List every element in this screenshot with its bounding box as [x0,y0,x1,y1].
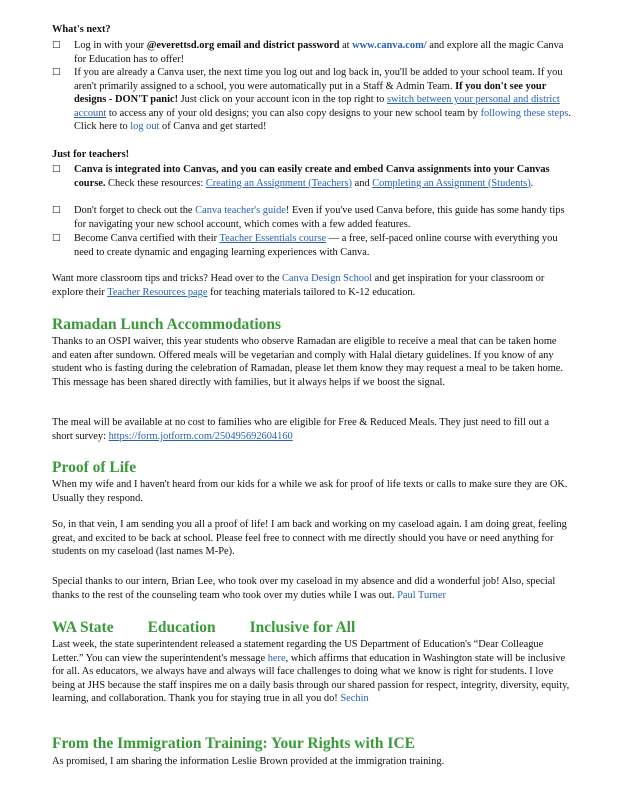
follow-steps-link[interactable]: following these steps [480,107,569,119]
bullet-box-icon: □ [52,40,61,50]
bullet-box-icon: □ [52,205,61,215]
proof-paragraph-2: So, in that vein, I am sending you all a proof of life! I am back and working on my caseload again. I am doing great, feeling great, and excited to be back at school. Please feel free to connect with me directly should you have or need anything for students on my caseload (last names M-Pe). [52,519,567,558]
proof-of-life-heading: Proof of Life [52,459,137,476]
teacher-guide-link[interactable]: Canva teacher's guide [195,205,286,216]
teacher-essentials-link[interactable]: Teacher Essentials course [219,233,327,244]
wa-state-paragraph: Last week, the state superintendent released a statement regarding the US Department of Education's “Dear Colleague Letter.” You can view the superintendent's message here, which affirms that education in Washington state will be inclusive for all. As educators, we always have and always will face challenges to doing what we know is right for students. I love being at JHS because the staff inspires me on a daily basis through our shared passion for respect, integrity, diversity, equity, learning, and collaboration. Thank you for staying true in all you do! Sechin [52,639,570,705]
bullet-existing-user [52,66,572,134]
creating-assignment-link[interactable]: Creating an Assignment (Teachers) [205,177,352,189]
bullet-certification-text: Become Canva certified with their Teacher Essentials course — a free, self-paced online course with everything you need to create dynamic and engaging learning experiences with Canva. [74,233,558,258]
completing-assignment-link[interactable]: Completing an Assignment (Students) [372,177,531,189]
wa-state-heading: WA State Education Inclusive for All [52,619,356,636]
bullet-certification [52,232,572,259]
whats-next-heading: What's next? [52,24,111,35]
bullet-teacher-guide [52,204,572,231]
superintendent-message-link[interactable]: here [267,652,286,664]
ice-heading: From the Immigration Training: Your Rights with ICE [52,735,415,752]
proof-paragraph-1: When my wife and I haven't heard from our kids for a while we ask for proof of life texts or calls to make sure they are OK. Usually they respond. [52,479,568,504]
bullet-login [52,39,572,66]
ramadan-paragraph-2: The meal will be available at no cost to families who are eligible for Free & Reduced Meals. They just need to fill out a short survey: https://form.jotform.com/250495692604160 [52,417,549,442]
log-out-link[interactable]: log out [130,121,160,133]
proof-paragraph-3: Special thanks to our intern, Brian Lee, who took over my caseload in my absence and did a wonderful job! Also, special thanks to the rest of the counseling team who took over my duties while I was out. Paul Turner [52,576,556,601]
teacher-resources-link[interactable]: Teacher Resources page [107,286,208,298]
bullet-canvas-integration [52,163,572,190]
classroom-tips-paragraph: Want more classroom tips and tricks? Head over to the Canva Design School and get inspiration for your classroom or explore their Teacher Resources page for teaching materials tailored to K-12 education. [52,273,545,298]
bullet-box-icon: □ [52,67,61,77]
bullet-box-icon: □ [52,164,61,174]
canva-url-link[interactable]: www.canva.com/ [352,40,427,51]
design-school-link[interactable]: Canva Design School [282,273,373,284]
bullet-canvas-integration-text: Canva is integrated into Canvas, and you can easily create and embed Canva assignments into your Canvas course. Check these resources: Creating an Assignment (Teachers) and Completing an Assignment (Students). [74,164,550,189]
ramadan-paragraph-1: Thanks to an OSPI waiver, this year students who observe Ramadan are eligible to receive a meal that can be taken home and eaten after sundown. Offered meals will be vegetarian and comply with Halal dietary guidelines. If you know of any student who is fasting during the celebration of Ramadan, please let them know they may request a meal to be taken home. This message has been shared directly with families, but it always helps if we boost the signal. [52,336,564,388]
just-for-teachers-heading: Just for teachers! [52,149,130,160]
bullet-box-icon: □ [52,233,61,243]
bullet-teacher-guide-text: Don't forget to check out the Canva teacher's guide! Even if you've used Canva before, this guide has some handy tips for navigating your new school account, which comes with a few added features. [74,205,565,230]
switch-account-link[interactable]: switch between your personal and district account [74,94,560,119]
paul-turner-signature: Paul Turner [397,589,446,601]
ramadan-heading: Ramadan Lunch Accommodations [52,316,282,333]
sechin-signature: Sechin [340,693,369,705]
survey-link[interactable]: https://form.jotform.com/250495692604160 [108,430,293,442]
ice-paragraph: As promised, I am sharing the information Leslie Brown provided at the immigration training. [52,756,445,767]
bullet-login-text: Log in with your @everettsd.org email and district password at www.canva.com/ and explore all the magic Canva for Education has to offer! [74,40,564,65]
bullet-existing-user-text: If you are already a Canva user, the next time you log out and log back in, you'll be added to your school team. If you aren't primarily assigned to a school, you were automatically put in a Staff & Admin Team. If you don't see your designs - DON'T panic! Just click on your account icon in the top right to switch between your personal and district account to access any of your old designs; you can also copy designs to your new school team by following these steps. Click here to log out of Canva and get started! [74,67,571,133]
